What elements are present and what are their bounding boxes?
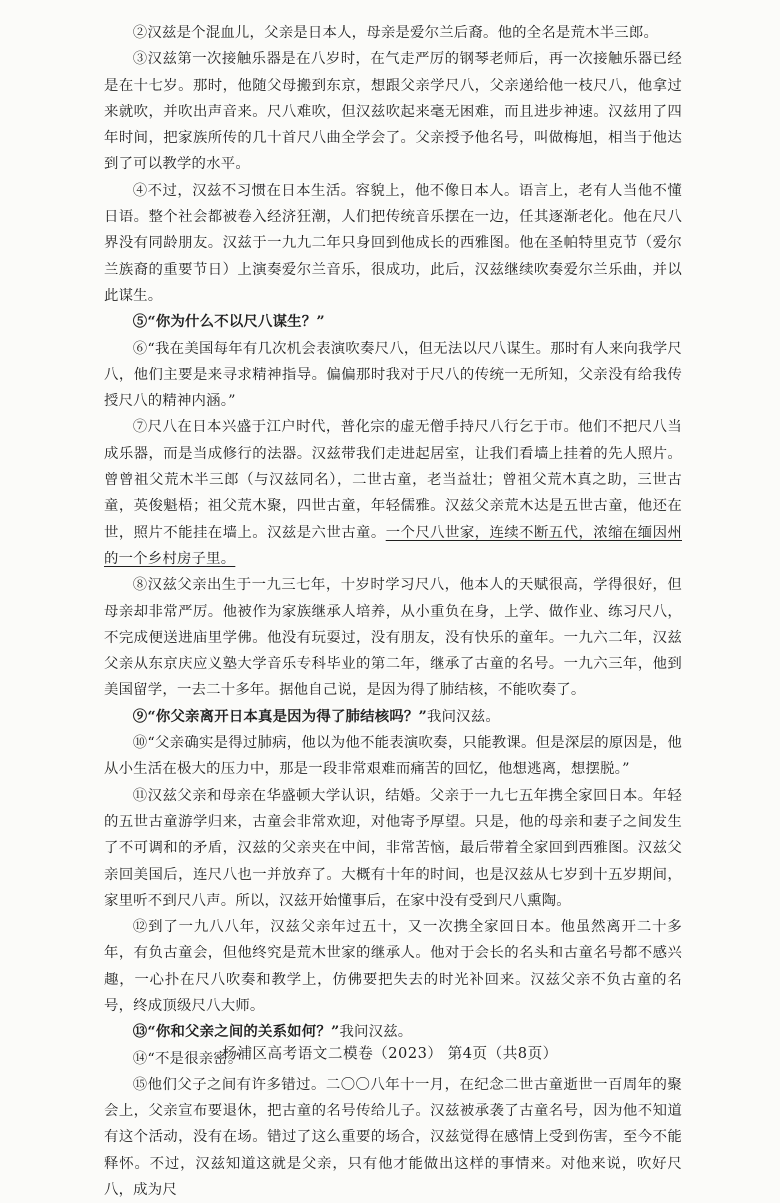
paragraph-text: ⑭“不是很亲密。” <box>132 1050 243 1067</box>
paragraph <box>104 178 682 309</box>
paragraph-text: ⑫到了一九八八年，汉兹父亲年过五十，又一次携全家回日本。他虽然离开二十多年，有负古童会，但他终究是荒木世家的继承人。他对于会长的名头和古童名号都不感兴趣，一心扑在尺八吹奏和教学上，仿佛要把失去的时光补回来。汉兹父亲不负古童的名号，终成顶级尺八大师。 <box>104 919 682 1014</box>
paragraph-text: ⑮他们父子之间有许多错过。二〇〇八年十一月，在纪念二世古童逝世一百周年的聚会上，父亲宣布要退休，把古童的名号传给儿子。汉兹被承袭了古童名号，因为他不知道有这个活动，没有在场。错过了这么重要的场合，汉兹觉得在感情上受到伤害，至今不能释怀。不过，汉兹知道这就是父亲，只有他才能做出这样的事情来。对他来说，吹好尺八，成为尺 <box>104 1076 682 1199</box>
paragraph-text: ⑪汉兹父亲和母亲在华盛顿大学认识，结婚。父亲于一九七五年携全家回日本。年轻的五世古童游学归来，古童会非常欢迎，对他寄予厚望。只是，他的母亲和妻子之间发生了不可调和的矛盾，汉兹的父亲夹在中间，非常苦恼，最后带着全家回到西雅图。汉兹父亲回美国后，连尺八也一并放弃了。大概有十年的时间，也是汉兹从七岁到十五岁期间，家里听不到尺八声。所以，汉兹开始懂事后，在家中没有受到尺八熏陶。 <box>104 787 682 909</box>
paragraph <box>104 730 682 783</box>
paragraph-tail: 我问汉兹。 <box>426 708 500 725</box>
paragraph <box>104 309 682 335</box>
paragraph <box>104 336 682 415</box>
paragraph <box>104 914 682 1019</box>
paragraph-text: ③汉兹第一次接触乐器是在八岁时，在气走严厉的钢琴老师后，再一次接触乐器已经是在十七岁。那时，他随父母搬到东京，想跟父亲学尺八，父亲递给他一枝尺八，他拿过来就吹，并吹出声音来。尺八难吹，但汉兹吹起来毫无困难，而且进步神速。汉兹用了四年时间，把家族所传的几十首尺八曲全学会了。父亲授予他名号，叫做梅旭，相当于他达到了可以教学的水平。 <box>104 51 682 173</box>
paragraph-text: ⑨“你父亲离开日本真是因为得了肺结核吗？” <box>132 707 427 725</box>
paragraph <box>104 414 682 572</box>
paragraph-text: ⑥“我在美国每年有几次机会表演吹奏尺八，但无法以尺八谋生。那时有人来向我学尺八，他们主要是来寻求精神指导。偏偏那时我对于尺八的传统一无所知，父亲没有给我传授尺八的精神内涵。” <box>104 340 682 410</box>
paragraph <box>104 46 682 177</box>
paragraph-text: ⑦尺八在日本兴盛于江户时代，普化宗的虚无僧手持尺八行乞于市。他们不把尺八当成乐器，而是当成修行的法器。汉兹带我们走进起居室，让我们看墙上挂着的先人照片。曾曾祖父荒木半三郎（与汉兹同名），二世古童，老当益壮；曾祖父荒木真之助，三世古童，英俊魁梧；祖父荒木聚，四世古童，年轻儒雅。汉兹父亲荒木达是五世古童，他还在世，照片不能挂在墙上。汉兹是六世古童。 <box>104 419 682 541</box>
article-body <box>104 20 682 1203</box>
paragraph-text: ②汉兹是个混血儿，父亲是日本人，母亲是爱尔兰后裔。他的全名是荒木半三郎。 <box>132 25 659 41</box>
paragraph-text: ④不过，汉兹不习惯在日本生活。容貌上，他不像日本人。语言上，老有人当他不懂日语。整个社会都被卷入经济狂潮，人们把传统音乐摆在一边，任其逐渐老化。他在尺八界没有同龄朋友。汉兹于一九九二年只身回到他成长的西雅图。他在圣帕特里克节（爱尔兰族裔的重要节日）上演奏爱尔兰音乐，很成功，此后，汉兹继续吹奏爱尔兰乐曲，并以此谋生。 <box>104 182 682 304</box>
paragraph <box>104 572 682 703</box>
paragraph-text: ⑩“父亲确实是得过肺病，他以为他不能表演吹奏，只能教课。但是深层的原因是，他从小生活在极大的压力中，那是一段非常艰难而痛苦的回忆，他想逃离，想摆脱。” <box>104 735 682 778</box>
paragraph-tail: 我问汉兹。 <box>339 1024 413 1041</box>
underlined-sentence: 一个尺八世家，连续不断五代，浓缩在缅因州的一个乡村房子里。 <box>104 524 682 567</box>
paragraph-text: ⑬“你和父亲之间的关系如何？” <box>132 1023 340 1041</box>
paragraph-text: ⑧汉兹父亲出生于一九三七年，十岁时学习尺八，他本人的天赋很高，学得很好，但母亲却非常严厉。他被作为家族继承人培养，从小重负在身，上学、做作业、练习尺八，不完成便送进庙里学佛。他没有玩耍过，没有朋友，没有快乐的童年。一九六二年，汉兹父亲从东京庆应义塾大学音乐专科毕业的第二年，继承了古童的名号。一九六三年，他到美国留学，一去二十多年。据他自己说，是因为得了肺结核，不能吹奏了。 <box>104 577 682 699</box>
paragraph-text: ⑤“你为什么不以尺八谋生？” <box>132 313 325 331</box>
page-footer: 杨浦区高考语文二模卷（2023） 第4页（共8页） <box>222 1045 558 1062</box>
paragraph <box>104 704 682 730</box>
paragraph <box>104 1072 682 1203</box>
paragraph <box>104 20 682 46</box>
paragraph <box>104 783 682 914</box>
